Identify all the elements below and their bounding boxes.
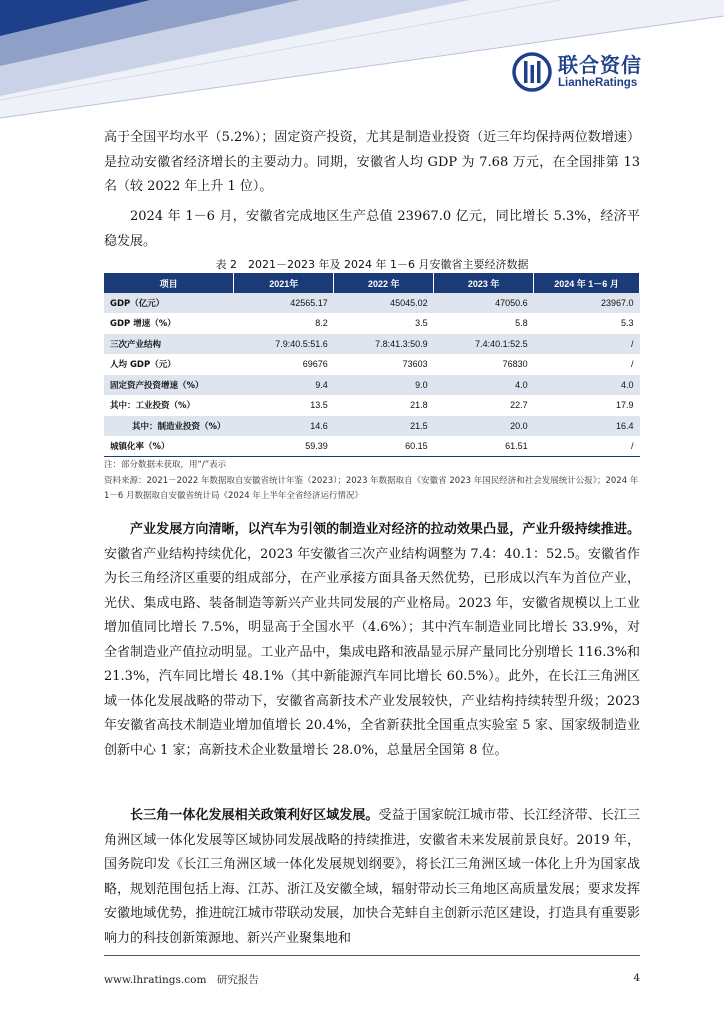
footer-website: www.lhratings.com 研究报告	[104, 974, 259, 986]
column-header: 2021年	[234, 273, 334, 293]
company-logo	[512, 52, 642, 92]
page-number: 4	[633, 972, 640, 984]
column-header: 2024 年 1－6 月	[534, 273, 640, 293]
table-cell: 14.6	[234, 416, 334, 437]
table-cell: 9.0	[334, 375, 434, 396]
row-label: 其中：制造业投资（%）	[104, 416, 234, 437]
table-cell: 21.8	[334, 395, 434, 416]
table-cell: 4.0	[434, 375, 534, 396]
table-row	[104, 313, 640, 334]
table-cell: 61.51	[434, 436, 534, 457]
paragraph-2024-h1: 2024 年 1－6 月，安徽省完成地区生产总值 23967.0 亿元，同比增长 5.3%，经济平稳发展。	[104, 209, 640, 249]
row-label: 固定资产投资增速（%）	[104, 375, 234, 396]
table-cell: 45045.02	[334, 293, 434, 313]
row-label: 人均 GDP（元）	[104, 354, 234, 375]
table-cell: 7.8:41.3:50.9	[334, 334, 434, 355]
paragraph-yangtze-delta	[104, 804, 640, 951]
logo-chinese-name: 联合资信	[558, 52, 642, 77]
table-cell: 59.39	[234, 436, 334, 457]
logo-english-name: LianheRatings	[558, 76, 638, 89]
table-cell: 73603	[334, 354, 434, 375]
table-row	[104, 416, 640, 437]
table-cell: 13.5	[234, 395, 334, 416]
table-cell: 9.4	[234, 375, 334, 396]
table-cell: 8.2	[234, 313, 334, 334]
lianhe-logo-icon	[512, 52, 552, 92]
table-row	[104, 436, 640, 457]
table-cell: 76830	[434, 354, 534, 375]
table-note: 注：部分数据未获取，用“/”表示	[104, 460, 227, 470]
table-cell: /	[534, 436, 640, 457]
table-cell: 17.9	[534, 395, 640, 416]
paragraph-gdp-overview: 高于全国平均水平（5.2%）；固定资产投资，尤其是制造业投资（近三年均保持两位数增速）是拉动安徽省经济增长的主要动力。同期，安徽省人均 GDP 为 7.68 万元，在全国排第 13 名（较 2022 年上升 1 位）。	[104, 130, 640, 194]
table-cell: 69676	[234, 354, 334, 375]
table-cell: 23967.0	[534, 293, 640, 313]
row-label: GDP 增速（%）	[104, 313, 234, 334]
paragraph-heading: 长三角一体化发展相关政策利好区域发展。	[130, 808, 379, 823]
paragraph-body: 受益于国家皖江城市带、长江经济带、长江三角洲区域一体化发展等区域协同发展战略的持续推进，安徽省未来发展前景良好。2019 年，国务院印发《长江三角洲区域一体化发展规划纲要》，将长江三角洲区域一体化上升为国家战略，规划范围包括上海、江苏、浙江及安徽全域，辐射带动长三角地区高质量发展；要求发挥安徽地域优势，推进皖江城市带联动发展，加快合芜蚌自主创新示范区建设，打造具有重要影响力的科技创新策源地、新兴产业聚集地和	[104, 808, 640, 946]
table-caption: 表 2 2021－2023 年及 2024 年 1－6 月安徽省主要经济数据	[215, 258, 529, 271]
paragraph-body: 安徽省产业结构持续优化，2023 年安徽省三次产业结构调整为 7.4：40.1：52.5。安徽省作为长三角经济区重要的组成部分，在产业承接方面具备天然优势，已形成以汽车为首位产业，光伏、集成电路、装备制造等新兴产业共同发展的产业格局。2023 年，安徽省规模以上工业增加值同比增长 7.5%，明显高于全国水平（4.6%）；其中汽车制造业同比增长 33.9%，对全省制造业产值拉动明显。工业产品中，集成电路和液晶显示屏产量同比分别增长 116.3%和 21.3%，汽车同比增长 48.1%（其中新能源汽车同比增长 60.5%）。此外，在长江三角洲区域一体化发展战略的带动下，安徽省高新技术产业发展较快，产业结构持续转型升级；2023 年安徽省高技术制造业增加值增长 20.4%，全省新获批全国重点实验室 5 家、国家级制造业创新中心 1 家；高新技术企业数量增长 28.0%，总量居全国第 8 位。	[104, 546, 640, 758]
table-row	[104, 395, 640, 416]
paragraph-heading: 产业发展方向清晰，以汽车为引领的制造业对经济的拉动效果凸显，产业升级持续推进。	[130, 522, 640, 537]
table-row	[104, 354, 640, 375]
table-cell: 42565.17	[234, 293, 334, 313]
row-label: 三次产业结构	[104, 334, 234, 355]
economic-data-table	[104, 273, 640, 457]
row-label: GDP（亿元）	[104, 293, 234, 313]
table-header-row	[104, 273, 640, 293]
table-row	[104, 375, 640, 396]
table-cell: 60.15	[334, 436, 434, 457]
table-cell: /	[534, 334, 640, 355]
column-header: 项目	[104, 273, 234, 293]
table-cell: 7.9:40.5:51.6	[234, 334, 334, 355]
table-cell: 5.3	[534, 313, 640, 334]
table-cell: 47050.6	[434, 293, 534, 313]
table-cell: 5.8	[434, 313, 534, 334]
row-label: 其中：工业投资（%）	[104, 395, 234, 416]
table-cell: 20.0	[434, 416, 534, 437]
table-cell: 3.5	[334, 313, 434, 334]
table-cell: 4.0	[534, 375, 640, 396]
table-source: 资料来源：2021－2022 年数据取自安徽省统计年鉴（2023）；2023 年数据取自《安徽省 2023 年国民经济和社会发展统计公报》；2024 年 1－6 月数据取自安徽省统计局《2024 年上半年全省经济运行情况》	[104, 476, 639, 501]
table-cell: 7.4:40.1:52.5	[434, 334, 534, 355]
footer-divider	[104, 955, 640, 956]
table-cell: /	[534, 354, 640, 375]
column-header: 2022 年	[334, 273, 434, 293]
table-cell: 16.4	[534, 416, 640, 437]
column-header: 2023 年	[434, 273, 534, 293]
table-row	[104, 293, 640, 313]
row-label: 城镇化率（%）	[104, 436, 234, 457]
table-row	[104, 334, 640, 355]
table-cell: 22.7	[434, 395, 534, 416]
table-cell: 21.5	[334, 416, 434, 437]
paragraph-industry	[104, 518, 640, 763]
